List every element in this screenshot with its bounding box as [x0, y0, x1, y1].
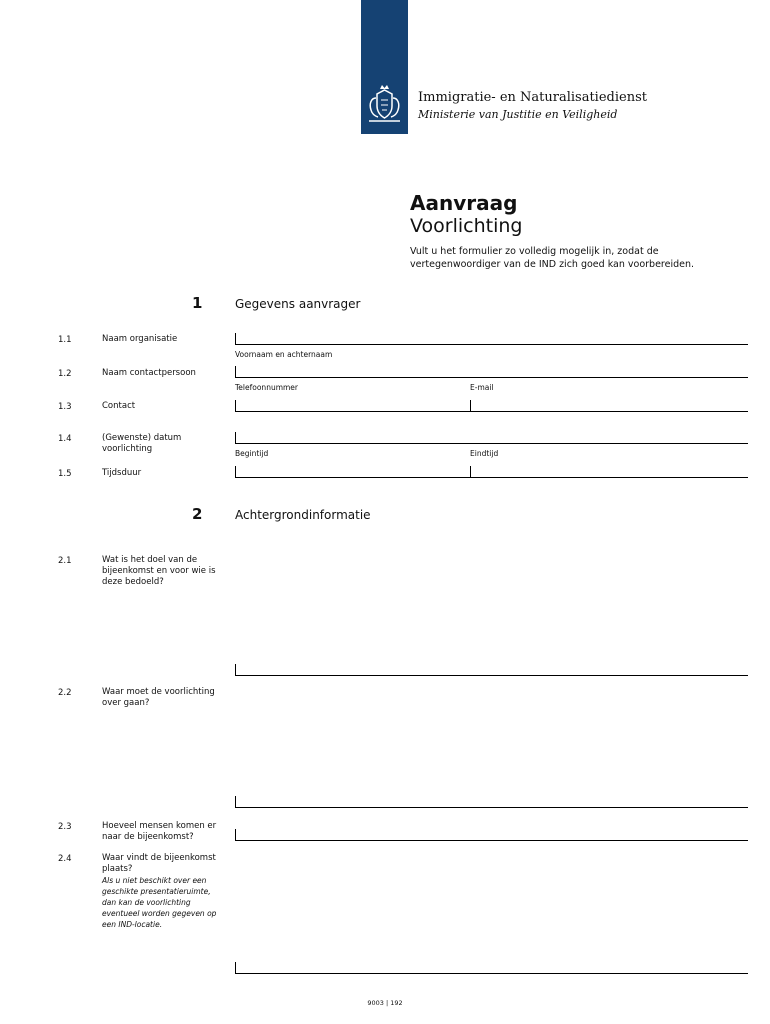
location-textarea[interactable]	[235, 851, 748, 974]
q2-1-number: 2.1	[58, 556, 72, 566]
section-1-title: Gegevens aanvrager	[235, 297, 361, 311]
q1-5-label: Tijdsduur	[102, 468, 142, 478]
phone-field[interactable]	[235, 400, 470, 412]
q1-1-label: Naam organisatie	[102, 334, 178, 344]
q1-2-label: Naam contactpersoon	[102, 368, 196, 378]
q2-3-label: Hoeveel mensen komen er naar de bijeenkomst?	[102, 821, 217, 842]
form-subtitle: Voorlichting	[410, 215, 523, 237]
q1-2-number: 1.2	[58, 369, 72, 379]
q1-4-number: 1.4	[58, 434, 72, 444]
q2-4-hint: Als u niet beschikt over een geschikte presentatieruimte, dan kan de voorlichting eventueel worden gegeven op een IND-locatie.	[102, 876, 217, 929]
form-title: Aanvraag	[410, 191, 518, 215]
q1-4-label: (Gewenste) datum voorlichting	[102, 433, 182, 454]
q2-4-question: Waar vindt de bijeenkomst plaats?	[102, 853, 216, 874]
organisation-name-field[interactable]	[235, 333, 748, 345]
q1-3-number: 1.3	[58, 402, 72, 412]
section-2-title: Achtergrondinformatie	[235, 508, 371, 522]
q1-1-number: 1.1	[58, 335, 72, 345]
q1-3-email-sublabel: E-mail	[470, 383, 494, 392]
topic-textarea[interactable]	[235, 686, 748, 808]
org-name: Immigratie- en Naturalisatiedienst	[418, 90, 647, 105]
purpose-textarea[interactable]	[235, 554, 748, 676]
email-field[interactable]	[470, 400, 748, 412]
preferred-date-field[interactable]	[235, 432, 748, 444]
ministry-name: Ministerie van Justitie en Veiligheid	[418, 108, 618, 121]
q1-5-start-sublabel: Begintijd	[235, 449, 269, 458]
q2-2-label: Waar moet de voorlichting over gaan?	[102, 687, 215, 708]
coat-of-arms-icon	[361, 84, 408, 128]
attendee-count-field[interactable]	[235, 829, 748, 841]
start-time-field[interactable]	[235, 466, 470, 478]
q1-5-end-sublabel: Eindtijd	[470, 449, 499, 458]
contact-person-field[interactable]	[235, 366, 748, 378]
section-2-number: 2	[192, 505, 203, 523]
form-intro: Vult u het formulier zo volledig mogelijk in, zodat de vertegenwoordiger van de IND zich goed kan voorbereiden.	[410, 246, 695, 270]
end-time-field[interactable]	[470, 466, 748, 478]
q2-1-label: Wat is het doel van de bijeenkomst en voor wie is deze bedoeld?	[102, 555, 216, 587]
section-1-number: 1	[192, 294, 203, 312]
q1-3-label: Contact	[102, 401, 136, 411]
form-code: 9003 | 192	[367, 999, 403, 1007]
q2-3-number: 2.3	[58, 822, 72, 832]
q1-3-phone-sublabel: Telefoonnummer	[235, 383, 299, 392]
q2-4-label	[102, 853, 220, 930]
q1-5-number: 1.5	[58, 469, 72, 479]
q2-4-number: 2.4	[58, 854, 72, 864]
q1-2-sublabel: Voornaam en achternaam	[235, 350, 333, 359]
q2-2-number: 2.2	[58, 688, 72, 698]
